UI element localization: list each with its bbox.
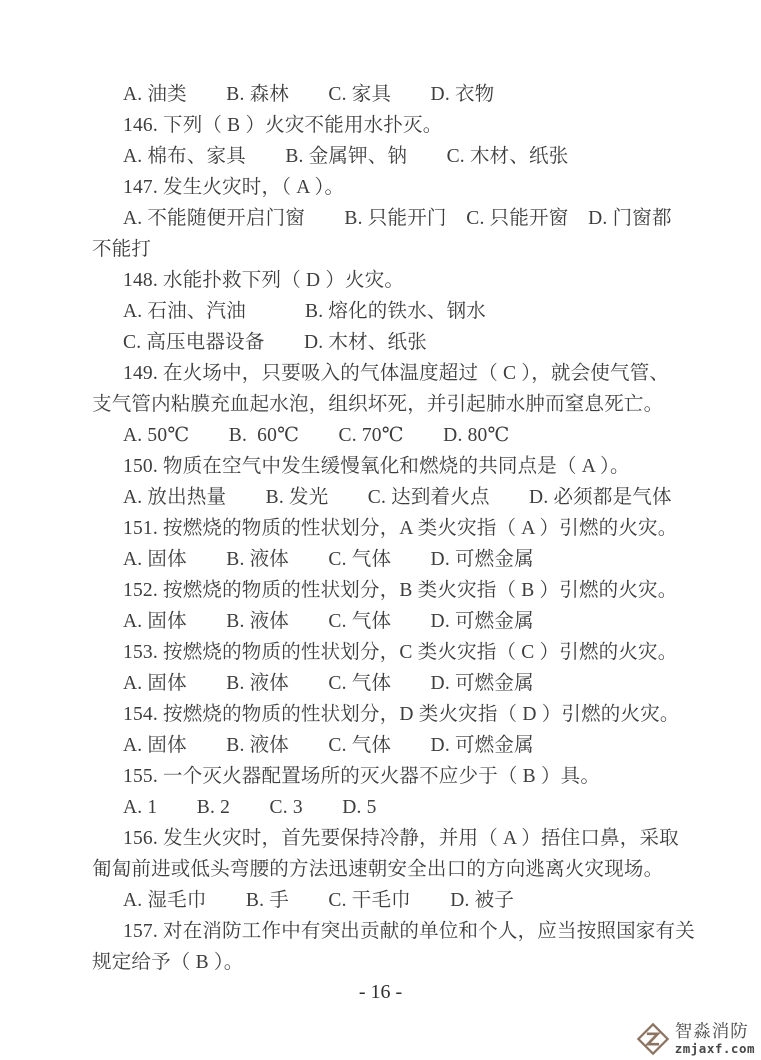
text-line: 支气管内粘膜充血起水泡，组织坏死，并引起肺水肿而窒息死亡。 bbox=[92, 394, 664, 415]
watermark bbox=[636, 1022, 755, 1056]
brand-website: zmjaxf.com bbox=[674, 1041, 755, 1056]
text-line: A. 固体 B. 液体 C. 气体 D. 可燃金属 bbox=[123, 611, 534, 632]
text-line: 155. 一个灭火器配置场所的灭火器不应少于（ B ）具。 bbox=[123, 766, 601, 787]
text-line: 152. 按燃烧的物质的性状划分，B 类火灾指（ B ）引燃的火灾。 bbox=[123, 580, 678, 601]
text-line: 154. 按燃烧的物质的性状划分，D 类火灾指（ D ）引燃的火灾。 bbox=[123, 704, 680, 725]
text-line: 146. 下列（ B ）火灾不能用水扑灭。 bbox=[123, 115, 443, 136]
text-line: 匍匐前进或低头弯腰的方法迅速朝安全出口的方向逃离火灾现场。 bbox=[92, 859, 664, 880]
document-body bbox=[92, 79, 695, 978]
text-line: A. 石油、汽油 B. 熔化的铁水、钢水 bbox=[123, 301, 486, 322]
page-number: - 16 - bbox=[358, 981, 403, 1003]
text-line: A. 50℃ B. 60℃ C. 70℃ D. 80℃ bbox=[123, 425, 510, 446]
text-line: 规定给予（ B ）。 bbox=[92, 952, 244, 973]
text-line: 不能打 bbox=[92, 239, 152, 260]
text-line: A. 湿毛巾 B. 手 C. 干毛巾 D. 被子 bbox=[123, 890, 515, 911]
text-line: A. 放出热量 B. 发光 C. 达到着火点 D. 必须都是气体 bbox=[123, 487, 672, 508]
brand-name: 智淼消防 bbox=[674, 1020, 749, 1041]
text-line: A. 固体 B. 液体 C. 气体 D. 可燃金属 bbox=[123, 735, 534, 756]
text-line: 148. 水能扑救下列（ D ）火灾。 bbox=[123, 270, 405, 291]
text-line: 147. 发生火灾时，（ A ）。 bbox=[123, 177, 345, 198]
text-line: 149. 在火场中，只要吸入的气体温度超过（ C ），就会使气管、 bbox=[123, 363, 670, 384]
text-line: A. 1 B. 2 C. 3 D. 5 bbox=[123, 797, 377, 818]
text-line: A. 不能随便开启门窗 B. 只能开门 C. 只能开窗 D. 门窗都 bbox=[123, 208, 672, 229]
text-line: A. 固体 B. 液体 C. 气体 D. 可燃金属 bbox=[123, 673, 534, 694]
page-footer bbox=[0, 981, 761, 1004]
brand-logo-icon bbox=[636, 1022, 670, 1056]
text-line: A. 棉布、家具 B. 金属钾、钠 C. 木材、纸张 bbox=[123, 146, 569, 167]
text-line: A. 油类 B. 森林 C. 家具 D. 衣物 bbox=[123, 84, 495, 105]
text-line: 157. 对在消防工作中有突出贡献的单位和个人，应当按照国家有关 bbox=[123, 921, 695, 942]
text-line: A. 固体 B. 液体 C. 气体 D. 可燃金属 bbox=[123, 549, 534, 570]
text-line: 156. 发生火灾时，首先要保持冷静，并用（ A ）捂住口鼻，采取 bbox=[123, 828, 679, 849]
text-line: 151. 按燃烧的物质的性状划分，A 类火灾指（ A ）引燃的火灾。 bbox=[123, 518, 678, 539]
brand-text-block bbox=[674, 1020, 755, 1056]
text-line: 153. 按燃烧的物质的性状划分，C 类火灾指（ C ）引燃的火灾。 bbox=[123, 642, 678, 663]
text-line: C. 高压电器设备 D. 木材、纸张 bbox=[123, 332, 427, 353]
text-line: 150. 物质在空气中发生缓慢氧化和燃烧的共同点是（ A ）。 bbox=[123, 456, 630, 477]
